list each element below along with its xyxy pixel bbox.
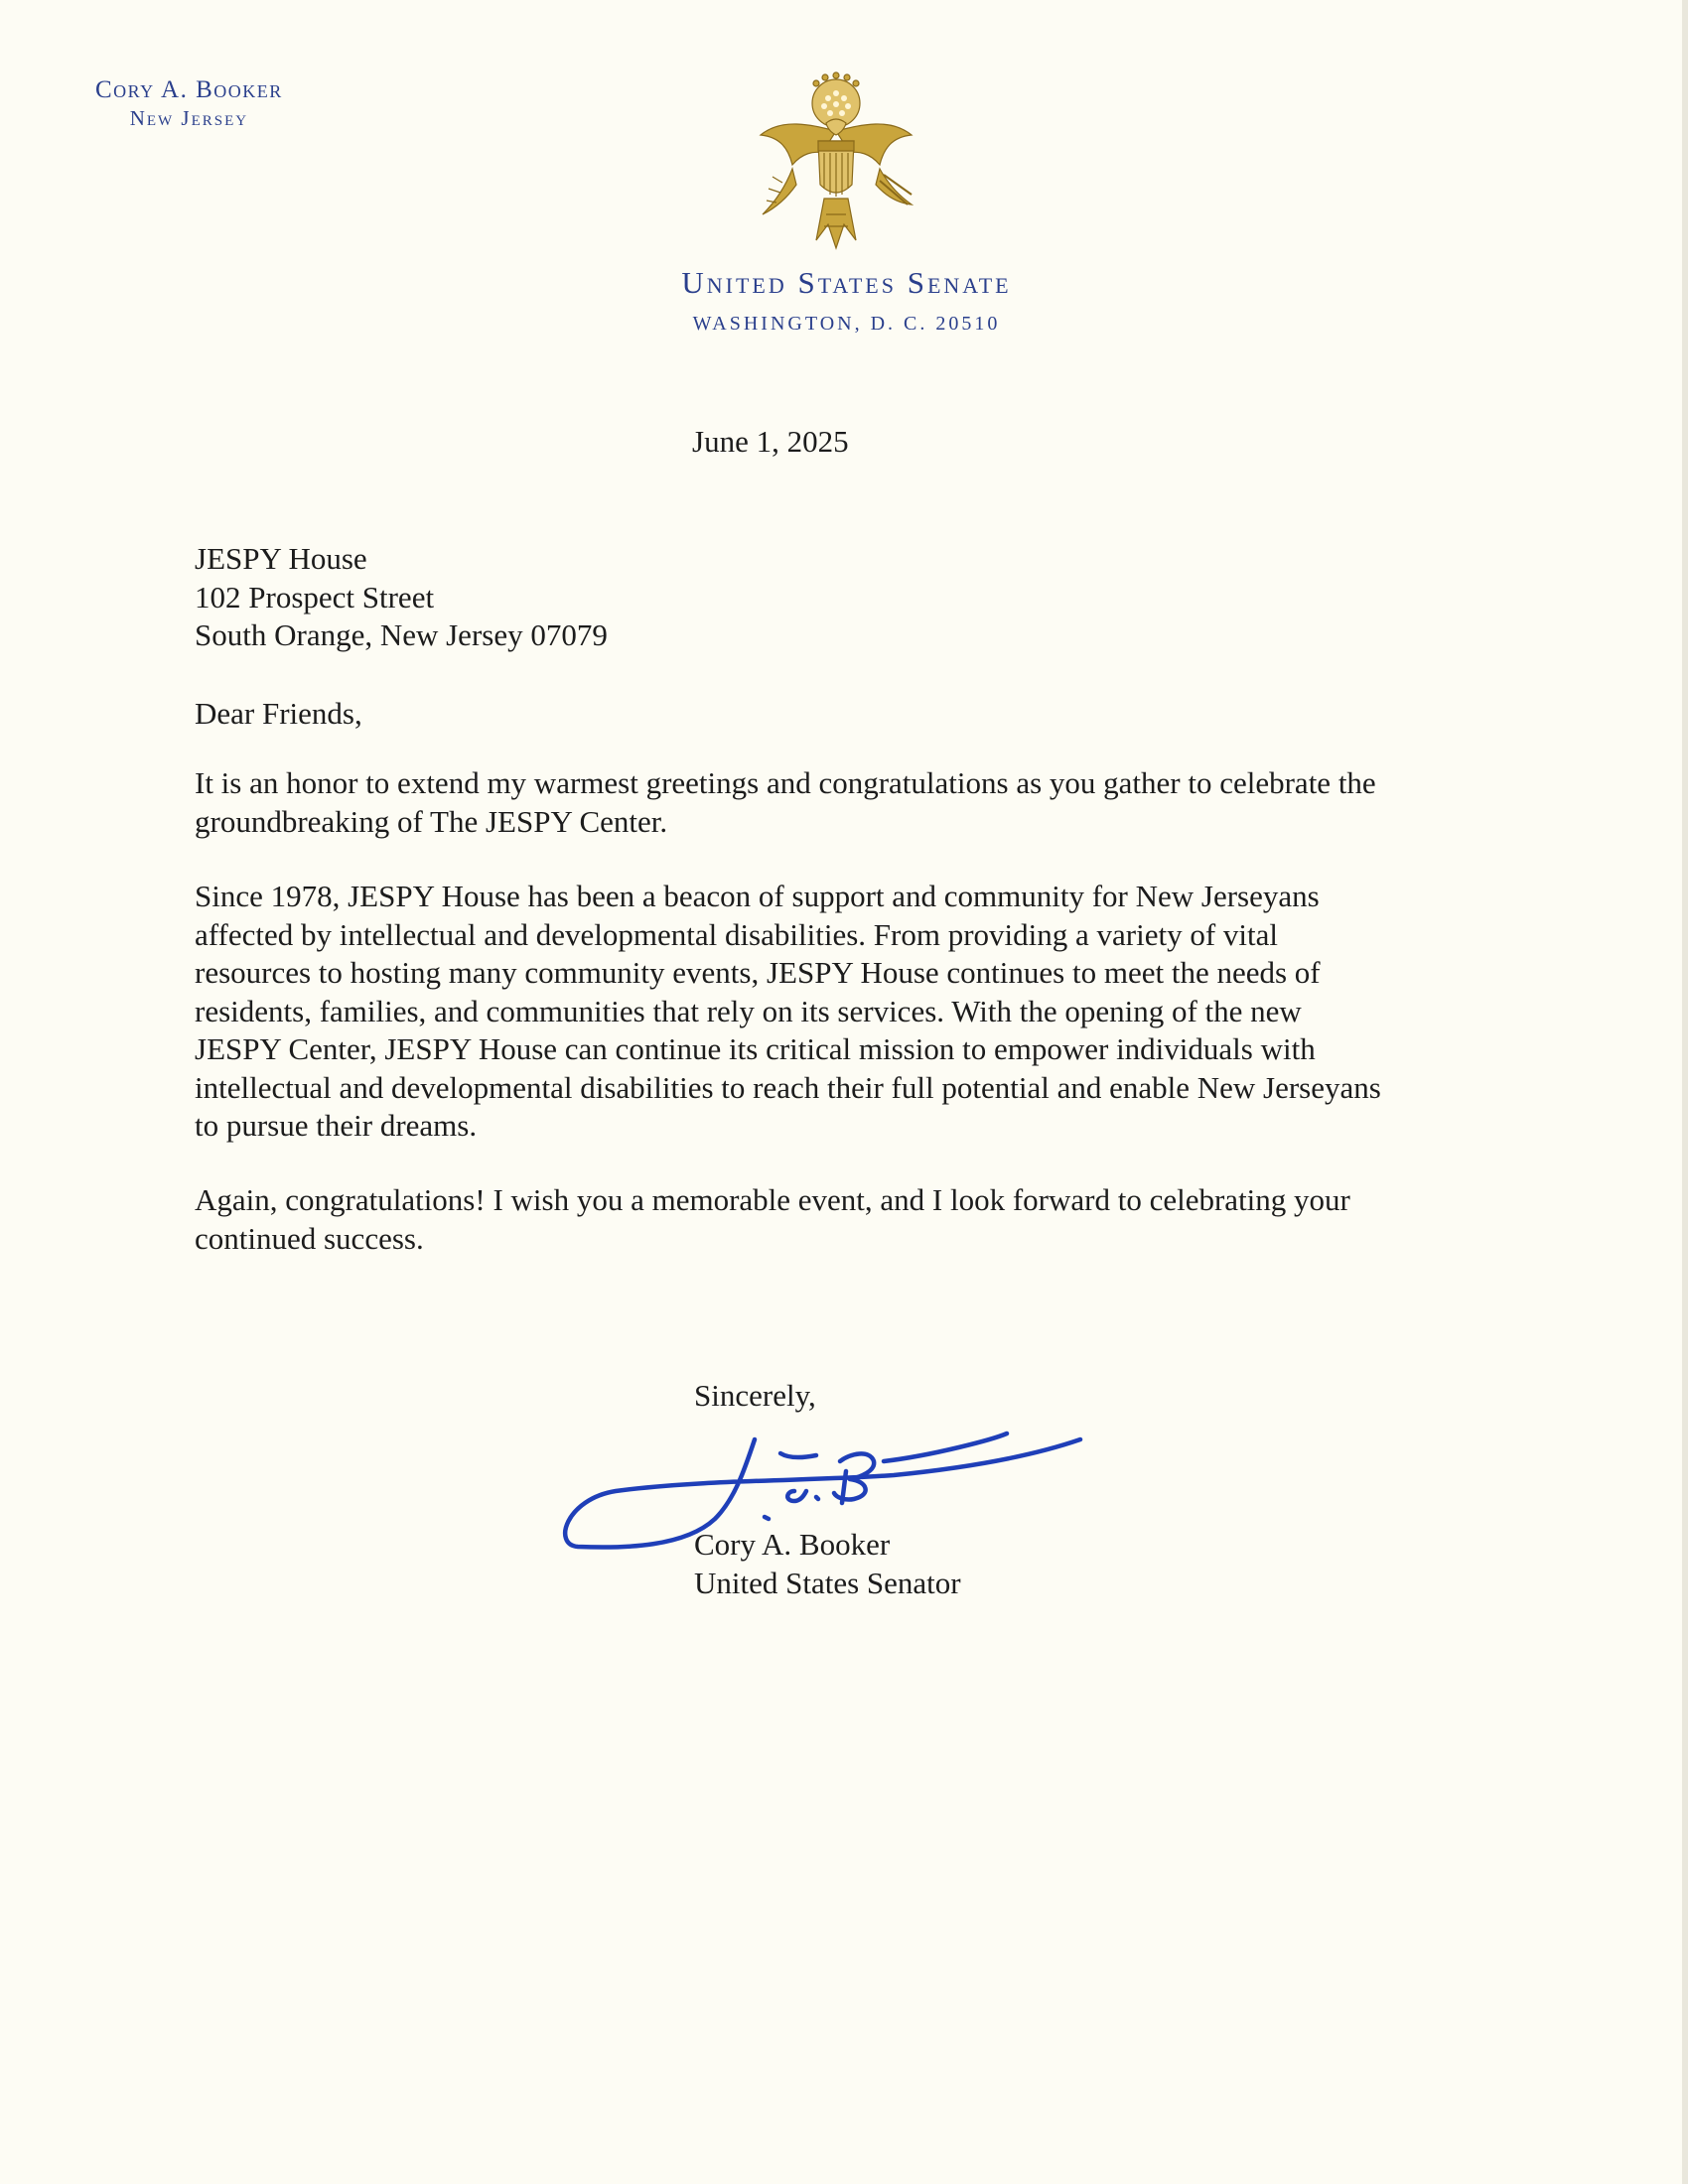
paragraph-2	[195, 878, 1525, 1146]
recipient-street: 102 Prospect Street	[195, 579, 435, 614]
paragraph-line: residents, families, and communities that rely on its services. With the opening of the new	[195, 993, 1302, 1028]
signature-block	[694, 1526, 961, 1602]
paragraph-line: intellectual and developmental disabilities to reach their full potential and enable New Jerseyans	[195, 1069, 1381, 1105]
paragraph-line: It is an honor to extend my warmest greetings and congratulations as you gather to celebrate the	[195, 765, 1376, 800]
senate-letterhead	[556, 264, 1137, 340]
recipient-address	[195, 540, 1525, 655]
sender-letterhead	[95, 75, 283, 131]
recipient-city: South Orange, New Jersey 07079	[195, 617, 608, 652]
closing: Sincerely,	[694, 1378, 816, 1413]
paragraph-line: affected by intellectual and developmental disabilities. From providing a variety of vital	[195, 916, 1278, 952]
senate-name: United States Senate	[681, 265, 1012, 300]
salutation: Dear Friends,	[195, 696, 362, 731]
paragraph-line: JESPY Center, JESPY House can continue its critical mission to empower individuals with	[195, 1031, 1316, 1066]
paragraph-line: groundbreaking of The JESPY Center.	[195, 803, 668, 839]
paragraph-line: to pursue their dreams.	[195, 1108, 478, 1143]
page-edge	[1682, 0, 1688, 2184]
sender-state: New Jersey	[129, 106, 249, 130]
senate-address: WASHINGTON, D. C. 20510	[692, 313, 1001, 335]
sender-name: Cory A. Booker	[95, 76, 283, 103]
paragraph-line: continued success.	[195, 1220, 424, 1256]
signer-name: Cory A. Booker	[694, 1527, 891, 1562]
paragraph-1	[195, 764, 1525, 841]
great-seal-icon	[753, 66, 919, 264]
recipient-name: JESPY House	[195, 541, 367, 576]
paragraph-line: Since 1978, JESPY House has been a beacon of support and community for New Jerseyans	[195, 879, 1320, 913]
paragraph-line: Again, congratulations! I wish you a memorable event, and I look forward to celebrating your	[195, 1182, 1350, 1217]
letter-date: June 1, 2025	[692, 424, 849, 459]
paragraph-3	[195, 1181, 1525, 1258]
paragraph-line: resources to hosting many community events, JESPY House continues to meet the needs of	[195, 955, 1321, 990]
signer-title: United States Senator	[694, 1565, 961, 1600]
